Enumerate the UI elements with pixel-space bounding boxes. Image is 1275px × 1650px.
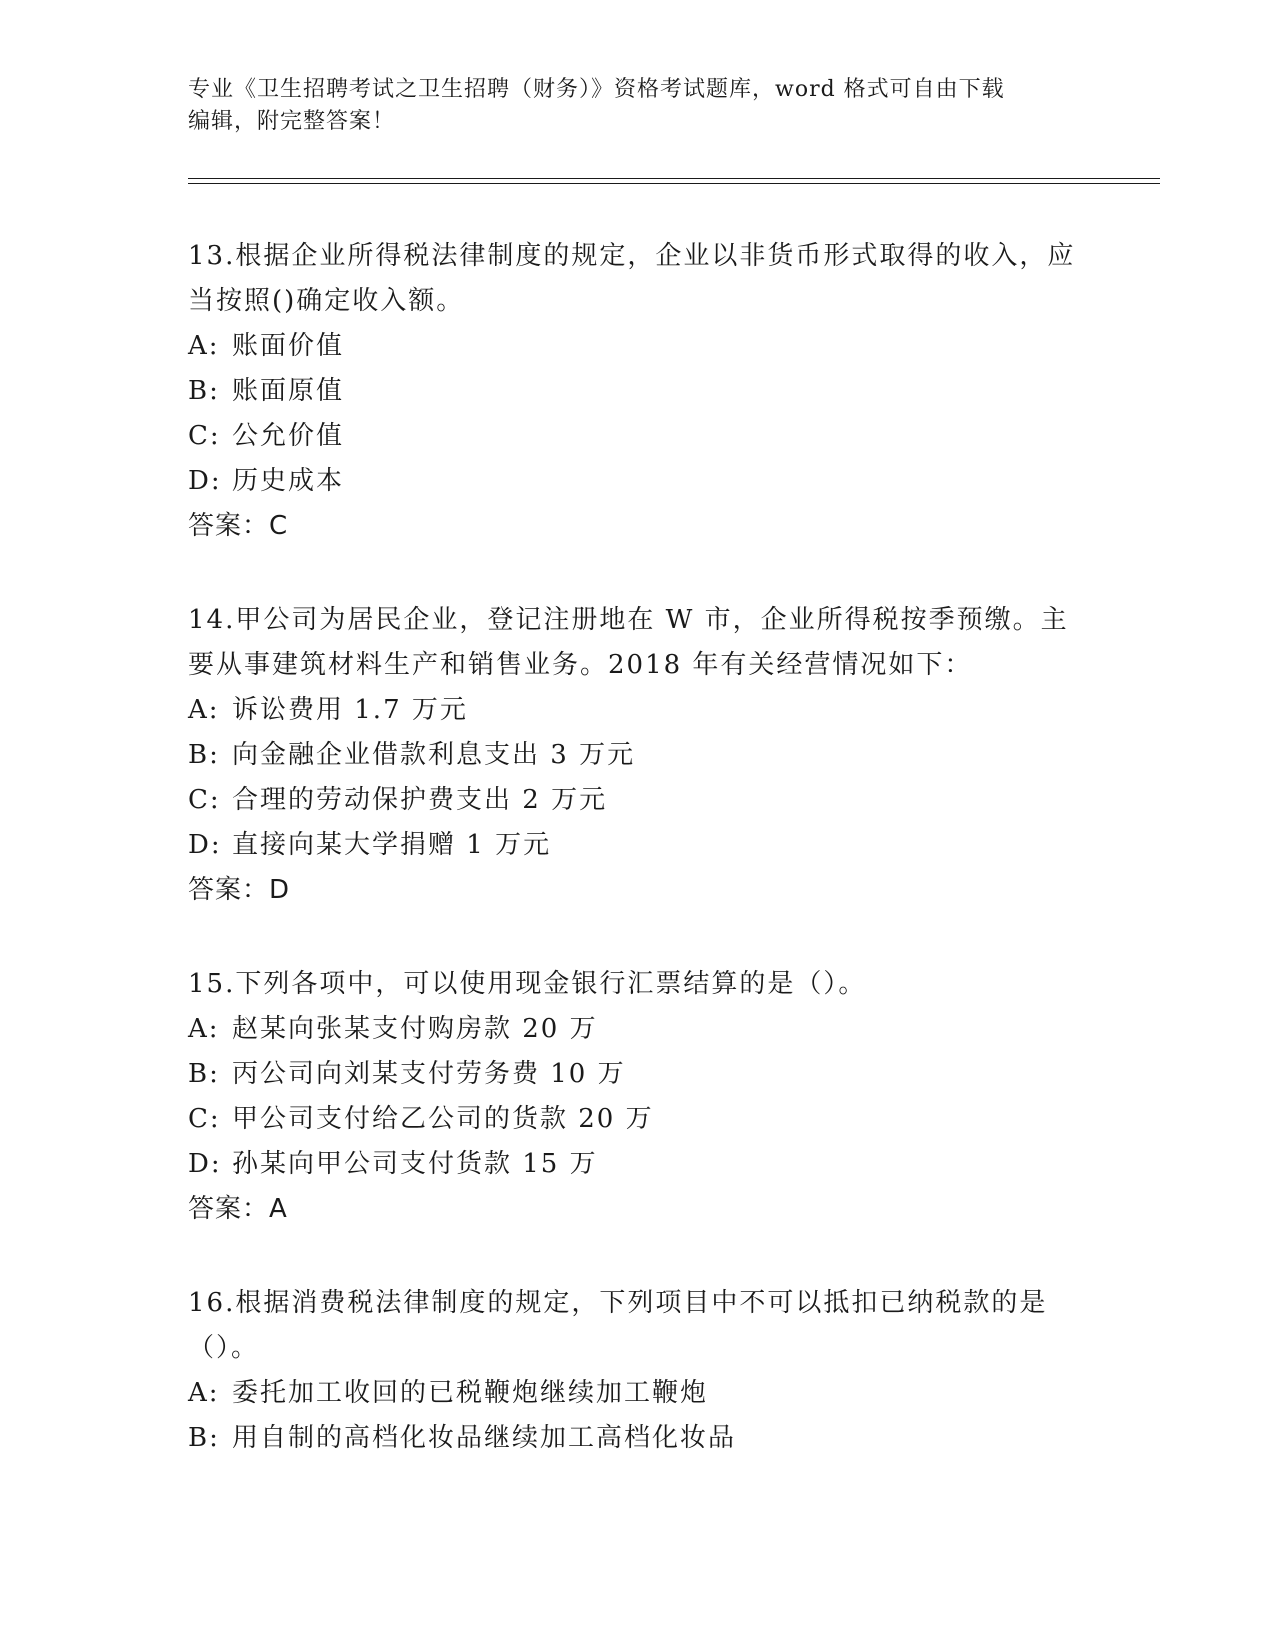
answer-label: 答案：: [188, 875, 270, 905]
option-b: [188, 1416, 1088, 1461]
option-key: D:: [188, 466, 222, 496]
option-d: [188, 823, 1088, 868]
question-13: [188, 234, 1088, 549]
option-a: [188, 688, 1088, 733]
answer-value: C: [269, 511, 289, 541]
option-text: 诉讼费用 1.7 万元: [232, 695, 468, 725]
question-text: 16.根据消费税法律制度的规定，下列项目中不可以抵扣已纳税款的是（）。: [188, 1288, 1048, 1363]
option-key: A:: [188, 695, 220, 725]
option-key: A:: [188, 331, 220, 361]
option-c: [188, 414, 1088, 459]
answer-line: [188, 1187, 1088, 1232]
question-15: [188, 962, 1088, 1232]
option-text: 账面价值: [232, 331, 345, 361]
header-line-2: 编辑，附完整答案！: [188, 109, 396, 134]
option-key: D:: [188, 830, 222, 860]
option-key: C:: [188, 1104, 221, 1134]
option-c: [188, 778, 1088, 823]
option-text: 账面原值: [232, 376, 345, 406]
answer-value: D: [269, 875, 291, 905]
question-text: 15.下列各项中，可以使用现金银行汇票结算的是（）。: [188, 969, 867, 999]
question-text: 14.甲公司为居民企业，登记注册地在 W 市，企业所得税按季预缴。主要从事建筑材料生产和销售业务。2018 年有关经营情况如下：: [188, 605, 1069, 680]
answer-label: 答案：: [188, 511, 270, 541]
option-text: 委托加工收回的已税鞭炮继续加工鞭炮: [232, 1378, 709, 1408]
option-key: B:: [188, 376, 220, 406]
option-text: 丙公司向刘某支付劳务费 10 万: [232, 1059, 626, 1089]
option-key: C:: [188, 421, 221, 451]
option-d: [188, 1142, 1088, 1187]
option-b: [188, 369, 1088, 414]
option-text: 甲公司支付给乙公司的货款 20 万: [232, 1104, 654, 1134]
option-key: B:: [188, 1423, 220, 1453]
option-key: B:: [188, 1059, 220, 1089]
question-text: 13.根据企业所得税法律制度的规定，企业以非货币形式取得的收入，应当按照()确定收入额。: [188, 241, 1076, 316]
question-14: [188, 598, 1088, 913]
option-b: [188, 1052, 1088, 1097]
option-text: 用自制的高档化妆品继续加工高档化妆品: [232, 1423, 737, 1453]
answer-line: [188, 868, 1088, 913]
option-key: C:: [188, 785, 221, 815]
option-text: 直接向某大学捐赠 1 万元: [232, 830, 552, 860]
option-text: 合理的劳动保护费支出 2 万元: [232, 785, 608, 815]
option-text: 孙某向甲公司支付货款 15 万: [232, 1149, 598, 1179]
option-key: A:: [188, 1014, 220, 1044]
header-line-1: 专业《卫生招聘考试之卫生招聘（财务）》资格考试题库，word 格式可自由下载: [188, 77, 1005, 102]
option-text: 向金融企业借款利息支出 3 万元: [232, 740, 636, 770]
document-header: [188, 74, 1068, 138]
answer-value: A: [269, 1194, 288, 1224]
option-text: 赵某向张某支付购房款 20 万: [232, 1014, 598, 1044]
question-16: [188, 1281, 1088, 1461]
answer-label: 答案：: [188, 1194, 270, 1224]
option-key: A:: [188, 1378, 220, 1408]
answer-line: [188, 504, 1088, 549]
option-b: [188, 733, 1088, 778]
option-a: [188, 1371, 1088, 1416]
option-key: B:: [188, 740, 220, 770]
option-key: D:: [188, 1149, 222, 1179]
option-a: [188, 324, 1088, 369]
option-d: [188, 459, 1088, 504]
option-text: 公允价值: [232, 421, 345, 451]
option-c: [188, 1097, 1088, 1142]
header-divider-top: [188, 178, 1160, 179]
option-a: [188, 1007, 1088, 1052]
header-divider-bottom: [188, 183, 1160, 184]
option-text: 历史成本: [232, 466, 345, 496]
